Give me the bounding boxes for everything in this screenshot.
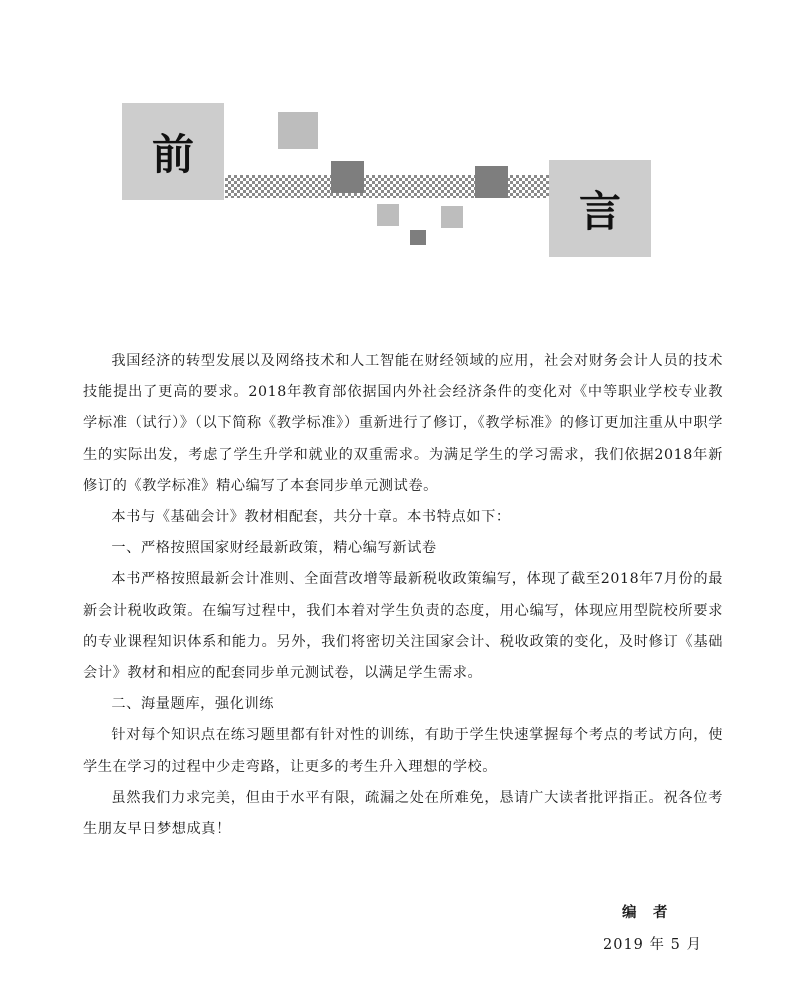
preface-body — [83, 346, 723, 845]
heading-box-right — [549, 160, 651, 257]
deco-square-4 — [377, 204, 399, 226]
heading-box-left — [122, 103, 224, 200]
signature-author: 编 者 — [622, 904, 669, 921]
deco-square-5 — [441, 206, 463, 228]
section-heading-2: 二、海量题库，强化训练 — [111, 696, 275, 713]
deco-square-6 — [410, 230, 426, 245]
section-heading-1: 一、严格按照国家财经最新政策，精心编写新试卷 — [111, 540, 437, 557]
heading-char-1: 前 — [151, 129, 194, 179]
deco-square-1 — [278, 112, 318, 149]
paragraph-section-1: 本书严格按照最新会计准则、全面营改增等最新税收政策编写，体现了截至2018年7月份的最新会计税收政策。在编写过程中，我们本着对学生负责的态度，用心编写，体现应用型院校所要求的专业课程知识体系和能力。另外，我们将密切关注国家会计、税收政策的变化，及时修订《基础会计》教材和相应的配套同步单元测试卷，以满足学生需求。 — [83, 571, 723, 682]
heading-char-2: 言 — [578, 186, 621, 236]
deco-square-3 — [475, 166, 508, 198]
paragraph-overview: 本书与《基础会计》教材相配套，共分十章。本书特点如下： — [111, 509, 511, 526]
paragraph-section-2: 针对每个知识点在练习题里都有针对性的训练，有助于学生快速掌握每个考点的考试方向，使学生在学习的过程中少走弯路，让更多的考生升入理想的学校。 — [83, 727, 723, 775]
paragraph-intro: 我国经济的转型发展以及网络技术和人工智能在财经领域的应用，社会对财务会计人员的技术技能提出了更高的要求。2018年教育部依据国内外社会经济条件的变化对《中等职业学校专业教学标准（试行）》（以下简称《教学标准》）重新进行了修订，《教学标准》的修订更加注重从中职学生的实际出发，考虑了学生升学和就业的双重需求。为满足学生的学习需求，我们依据2018年新修订的《教学标准》精心编写了本套同步单元测试卷。 — [83, 353, 723, 494]
signature-date: 2019 年 5 月 — [603, 937, 702, 953]
deco-square-2 — [331, 161, 364, 193]
paragraph-closing: 虽然我们力求完美，但由于水平有限，疏漏之处在所难免，恳请广大读者批评指正。祝各位考生朋友早日梦想成真！ — [83, 789, 723, 838]
